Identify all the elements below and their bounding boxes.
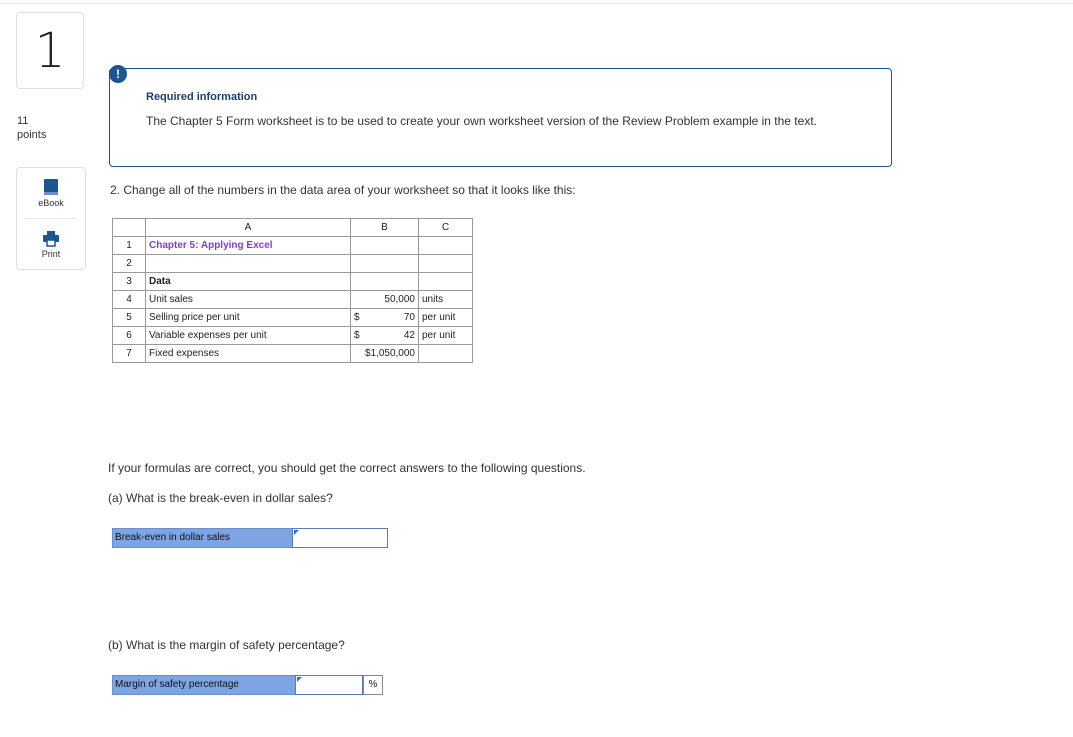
required-info-text: The Chapter 5 Form worksheet is to be used to create your own worksheet version of the Review Problem example in the text. xyxy=(146,114,817,128)
points-info xyxy=(17,114,46,142)
table-row xyxy=(113,291,473,309)
spreadsheet-table xyxy=(112,218,473,363)
cell-b-value: 50,000 xyxy=(384,294,415,305)
cell-a: Chapter 5: Applying Excel xyxy=(146,237,351,255)
currency-sign: $ xyxy=(354,330,360,341)
row-number: 5 xyxy=(113,309,146,327)
table-row xyxy=(113,237,473,255)
table-row xyxy=(113,309,473,327)
table-row xyxy=(113,345,473,363)
margin-of-safety-input[interactable] xyxy=(295,675,363,695)
print-label: Print xyxy=(41,249,61,259)
row-number: 2 xyxy=(113,255,146,273)
corner-cell xyxy=(113,219,146,237)
book-icon xyxy=(43,178,59,196)
row-number: 4 xyxy=(113,291,146,309)
cell-c: units xyxy=(419,291,473,309)
cell-b xyxy=(351,309,419,327)
cell-b-value: $1,050,000 xyxy=(364,348,415,359)
spreadsheet-header-row xyxy=(113,219,473,237)
cell-b xyxy=(351,345,419,363)
table-row xyxy=(113,273,473,291)
instruction-text: 2. Change all of the numbers in the data area of your worksheet so that it looks like this: xyxy=(110,183,576,197)
break-even-input[interactable] xyxy=(292,528,388,548)
printer-icon xyxy=(42,231,60,247)
cell-c: per unit xyxy=(419,309,473,327)
row-number: 1 xyxy=(113,237,146,255)
tools-divider xyxy=(25,218,77,219)
cell-b xyxy=(351,291,419,309)
input-marker-icon xyxy=(297,677,302,682)
cell-c xyxy=(419,345,473,363)
row-number: 3 xyxy=(113,273,146,291)
tools-panel xyxy=(16,167,86,270)
alert-icon: ! xyxy=(109,65,127,83)
cell-a: Selling price per unit xyxy=(146,309,351,327)
table-row xyxy=(113,255,473,273)
row-number: 7 xyxy=(113,345,146,363)
cell-c: per unit xyxy=(419,327,473,345)
percent-unit: % xyxy=(363,675,383,695)
table-row xyxy=(113,327,473,345)
question-number: 1 xyxy=(16,12,84,89)
cell-a xyxy=(146,255,351,273)
cell-b-value: 70 xyxy=(403,312,415,323)
followup-text: If your formulas are correct, you should get the correct answers to the following questions. xyxy=(108,461,586,475)
cell-c xyxy=(419,273,473,291)
cell-b xyxy=(351,237,419,255)
row-number: 6 xyxy=(113,327,146,345)
points-label: points xyxy=(17,129,47,141)
cell-a: Fixed expenses xyxy=(146,345,351,363)
cell-b-value: 42 xyxy=(403,330,415,341)
input-marker-icon xyxy=(294,530,299,535)
break-even-label: Break-even in dollar sales xyxy=(112,528,293,548)
cell-b xyxy=(351,273,419,291)
column-header-c: C xyxy=(419,219,473,237)
top-divider xyxy=(0,3,1073,4)
cell-a: Data xyxy=(146,273,351,291)
print-button[interactable] xyxy=(17,231,85,259)
cell-c xyxy=(419,255,473,273)
cell-b xyxy=(351,255,419,273)
ebook-button[interactable] xyxy=(17,178,85,208)
margin-of-safety-label: Margin of safety percentage xyxy=(112,675,296,695)
cell-b xyxy=(351,327,419,345)
points-value: 11 xyxy=(17,115,29,127)
part-b-question: (b) What is the margin of safety percentage? xyxy=(108,638,345,652)
part-a-question: (a) What is the break-even in dollar sales? xyxy=(108,491,333,505)
ebook-label: eBook xyxy=(38,198,64,208)
column-header-a: A xyxy=(146,219,351,237)
required-info-box xyxy=(109,68,892,167)
currency-sign: $ xyxy=(354,312,360,323)
required-info-title: Required information xyxy=(146,91,258,103)
cell-c xyxy=(419,237,473,255)
column-header-b: B xyxy=(351,219,419,237)
cell-a: Unit sales xyxy=(146,291,351,309)
cell-a: Variable expenses per unit xyxy=(146,327,351,345)
